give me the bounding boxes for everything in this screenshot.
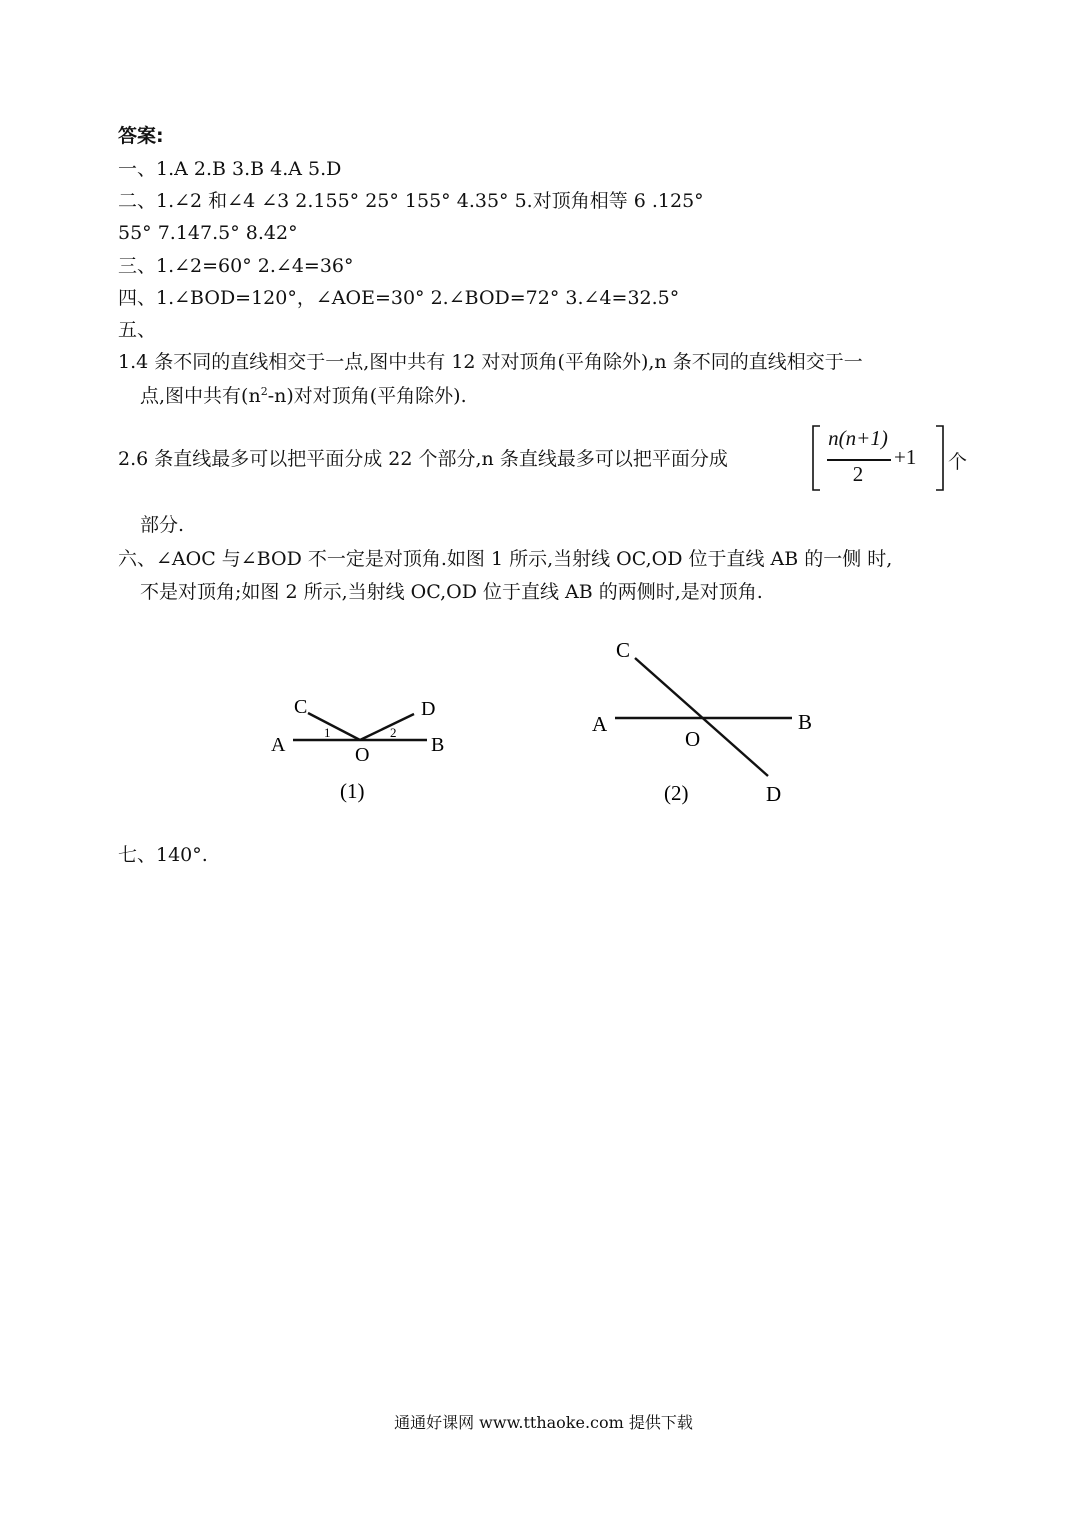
fig1-ray-od — [360, 714, 414, 740]
figure-2 — [580, 630, 830, 815]
section-5-item-1-line-1: 1.4 条不同的直线相交于一点,图中共有 12 对对顶角(平角除外),n 条不同的直线相交于一 — [118, 351, 863, 373]
fig1-caption: (1) — [340, 779, 365, 803]
fig2-label-c: C — [616, 638, 631, 662]
section-2-line-2: 55° 7.147.5° 8.42° — [118, 222, 298, 244]
figure-1 — [260, 685, 460, 810]
fig1-angle-1: 1 — [324, 725, 331, 740]
formula-denominator: 2 — [852, 462, 864, 486]
fig2-label-a: A — [592, 712, 608, 736]
item-1-line-2-pre: 点,图中共有(n — [140, 385, 261, 407]
section-5-item-2-line-1: 2.6 条直线最多可以把平面分成 22 个部分,n 条直线最多可以把平面分成 — [118, 448, 728, 470]
fig1-label-b: B — [431, 734, 445, 756]
answer-title: 答案: — [118, 125, 164, 147]
fig1-label-d: D — [421, 698, 436, 720]
section-1: 一、1.A 2.B 3.B 4.A 5.D — [118, 158, 342, 180]
formula-plus-one: +1 — [894, 445, 917, 469]
fraction-bar — [827, 459, 891, 461]
section-3: 三、1.∠2=60° 2.∠4=36° — [118, 255, 354, 277]
fig1-label-c: C — [294, 696, 308, 718]
section-5-title: 五、 — [118, 319, 157, 341]
section-5-item-2-line-2: 部分. — [140, 514, 185, 536]
section-6-line-1: 六、∠AOC 与∠BOD 不一定是对顶角.如图 1 所示,当射线 OC,OD 位于直线 AB 的一侧 时, — [118, 548, 893, 570]
section-5-item-1-line-2 — [140, 384, 467, 408]
exponent: 2 — [260, 385, 268, 398]
page-footer: 通通好课网 www.tthaoke.com 提供下载 — [394, 1413, 693, 1432]
section-7: 七、140°. — [118, 844, 208, 866]
formula-numerator: n(n+1) — [828, 426, 888, 450]
fig2-label-d: D — [766, 782, 782, 806]
fig1-label-o: O — [355, 744, 370, 766]
section-4: 四、1.∠BOD=120°，∠AOE=30° 2.∠BOD=72° 3.∠4=32.5° — [118, 287, 680, 309]
formula-after-text: 个 — [948, 451, 968, 473]
fig1-label-a: A — [271, 734, 286, 756]
fig1-angle-2: 2 — [390, 725, 397, 740]
section-2-line-1: 二、1.∠2 和∠4 ∠3 2.155° 25° 155° 4.35° 5.对顶角相等 6 .125° — [118, 190, 704, 212]
item-1-line-2-post: -n)对对顶角(平角除外). — [267, 385, 467, 407]
fig2-caption: (2) — [664, 781, 689, 805]
fig1-ray-oc — [308, 713, 360, 740]
fig2-label-b: B — [798, 710, 813, 734]
fig2-label-o: O — [685, 727, 701, 751]
section-6-line-2: 不是对顶角;如图 2 所示,当射线 OC,OD 位于直线 AB 的两侧时,是对顶角. — [140, 581, 763, 603]
